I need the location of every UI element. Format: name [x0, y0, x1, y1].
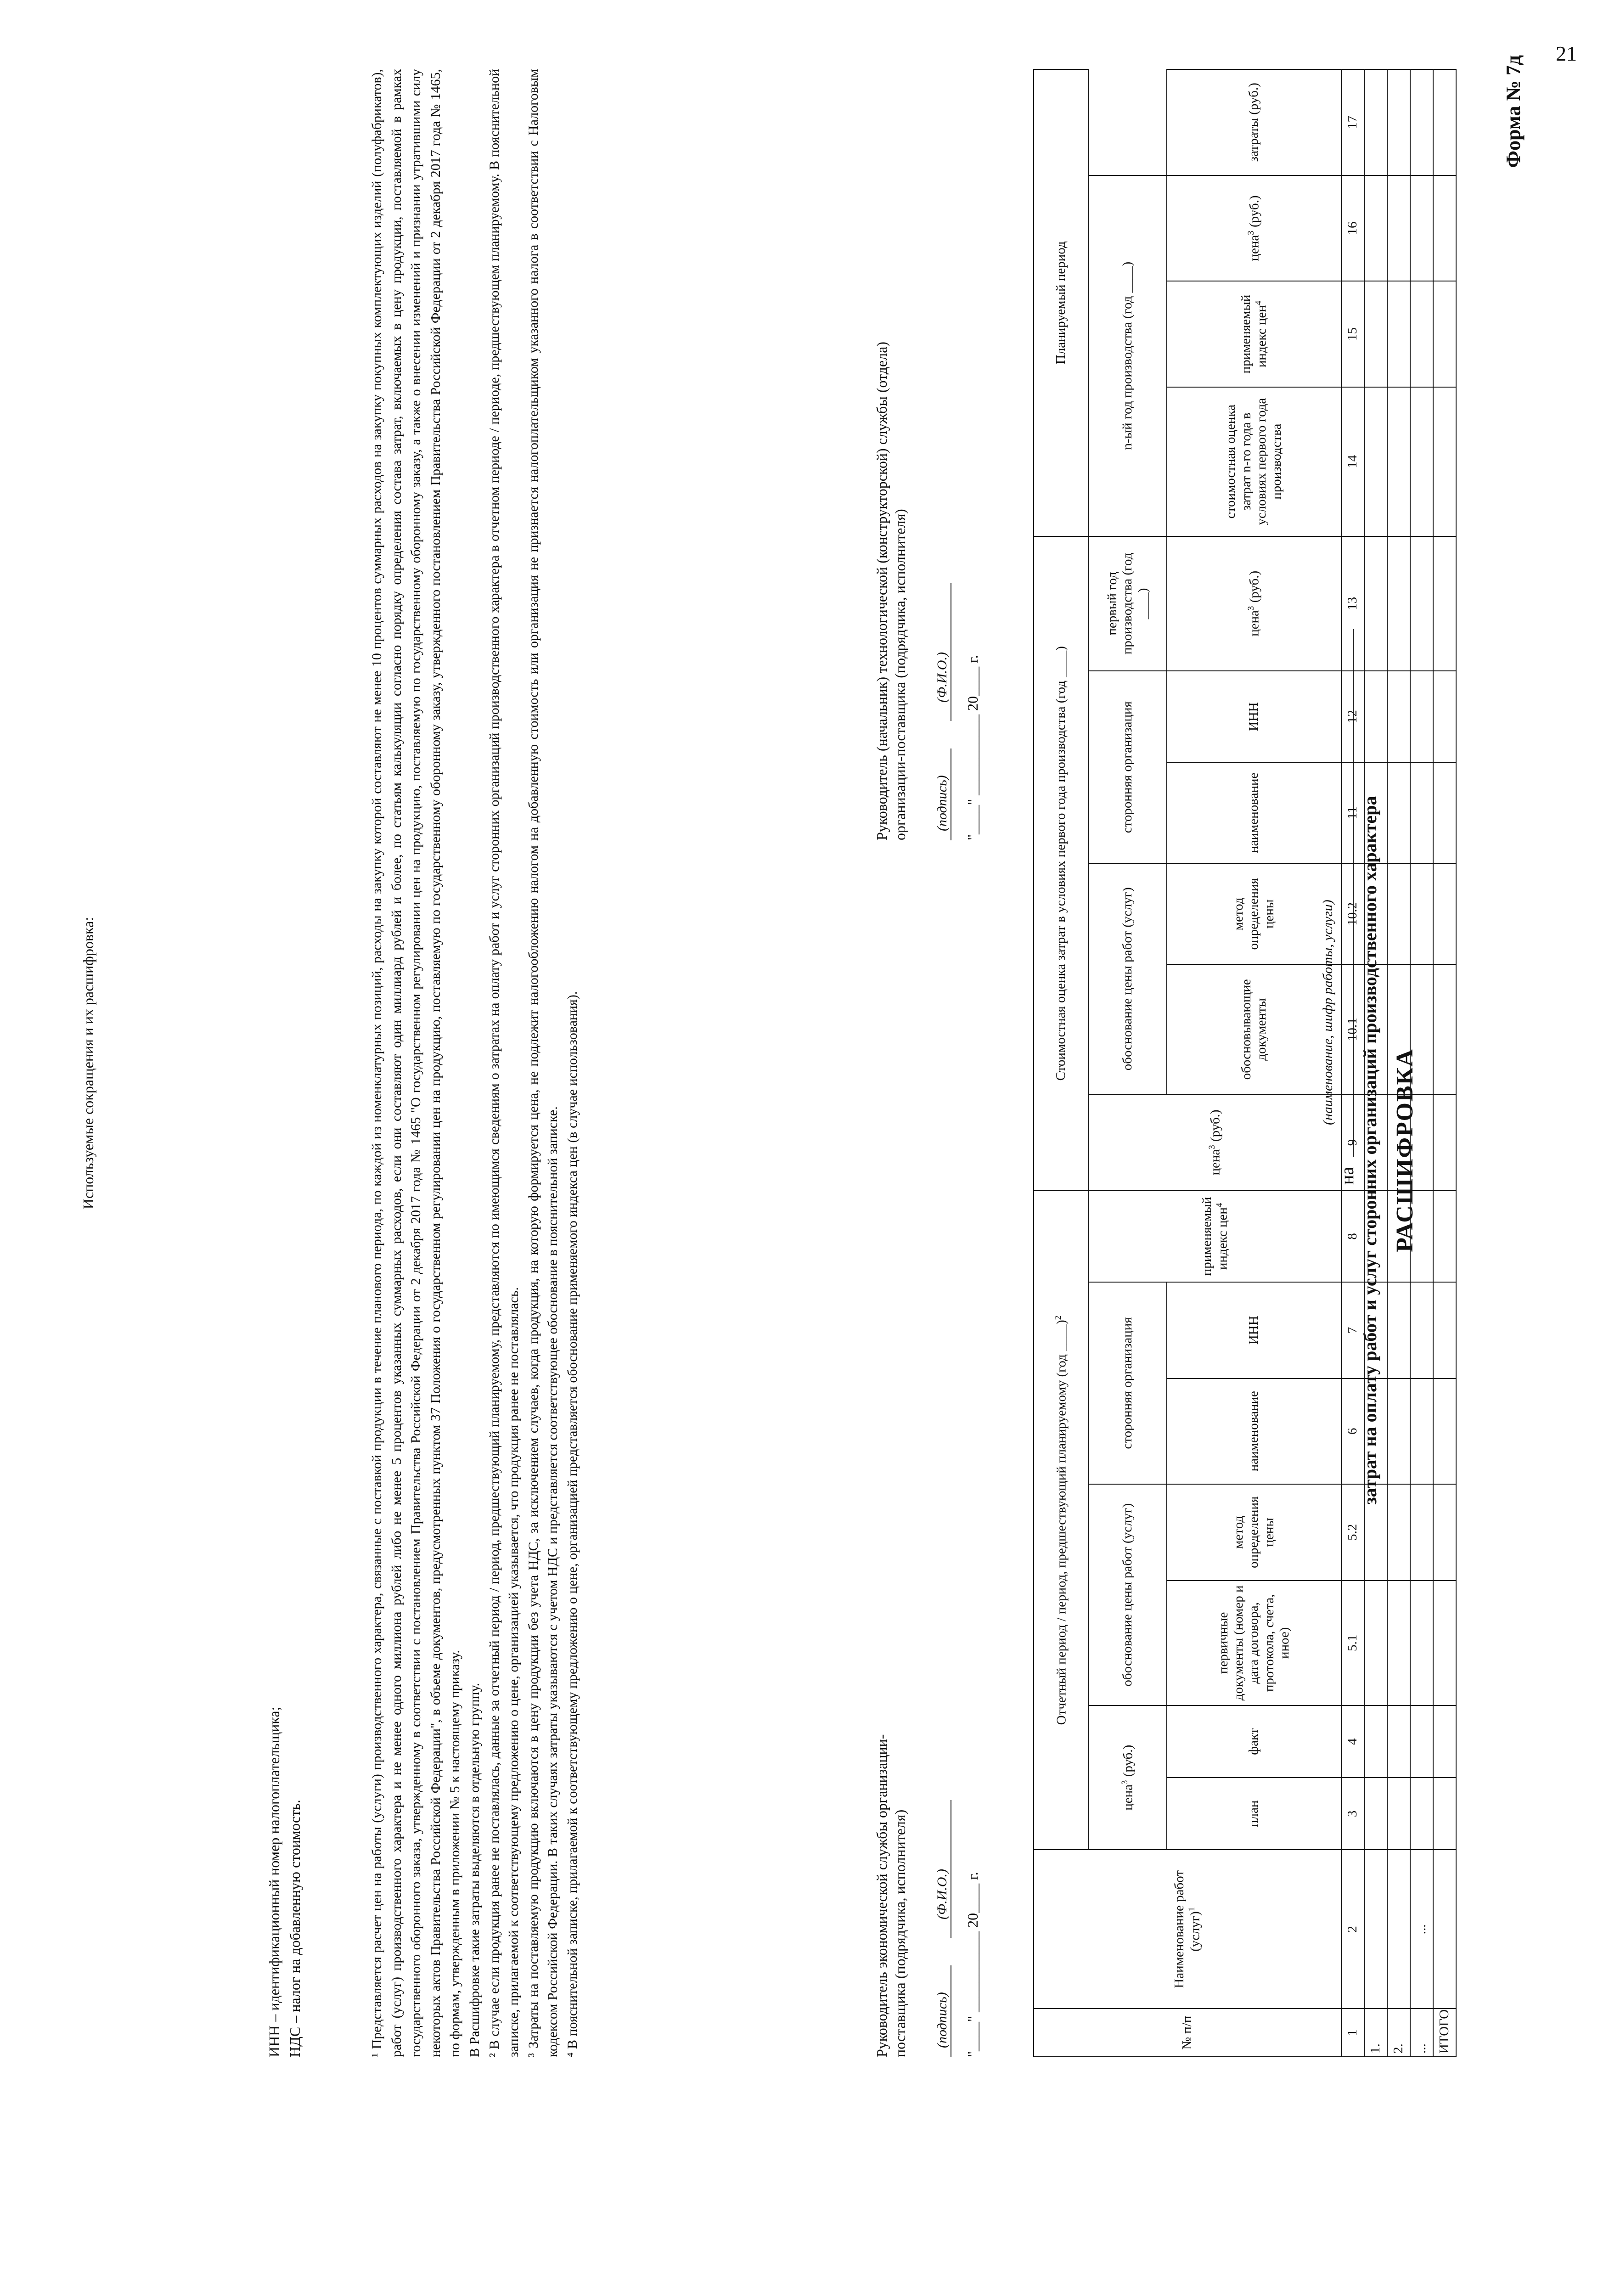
col-number: 6	[1341, 1379, 1364, 1485]
header-price-nth: цена$^3$ (руб.)	[1167, 175, 1341, 281]
col-number: 11	[1341, 762, 1364, 863]
col-number: 4	[1341, 1705, 1364, 1778]
col-number: 9	[1341, 1094, 1364, 1191]
header-planned-period: Планируемый период	[1034, 69, 1089, 536]
table-row	[1387, 69, 1410, 2057]
header-inn: ИНН	[1167, 1282, 1341, 1379]
table-row	[1364, 69, 1387, 2057]
col-number: 5.1	[1341, 1581, 1364, 1705]
document-subtitle: затрат на оплату работ и услуг сторонних организаций производственного характера	[1360, 796, 1380, 1505]
header-cost-first-year: Стоимостная оценка затрат в условиях первого года производства (год ____)	[1034, 536, 1089, 1191]
page-number: 21	[1556, 42, 1577, 65]
header-third-party-2: сторонняя организация	[1089, 671, 1167, 863]
col-number: 5.2	[1341, 1484, 1364, 1581]
header-costs: затраты (руб.)	[1167, 69, 1341, 175]
footnote-1: ¹ Представляется расчет цен на работы (услуги) производственного характера, связанные с поставкой продукции в течение планового периода, по каждой из номенклатурных позиций, расходы на закупку которой составляют не менее 10 процентов суммарных расходов на закупку покупных комплектующих изделий (полуфабрикатов), работ (услуг) производственного характера и не менее одного миллиона рублей либо не менее 5 процентов указанных суммарных расходов, если они составляют один миллиард рублей и более, по статьям калькуляции согласно порядку определения состава затрат, включаемых в цену продукции, поставляемой в рамках государственного оборонного заказа, утвержденному в соответствии с постановлением Правительства Российской Федерации от 2 декабря 2017 года № 1465 "О государственном регулировании цен на продукцию, поставляемую по государственному оборонному заказу, а также о внесении изменений и признании утратившими силу некоторых актов Правительства Российской Федерации", в объеме документов, предусмотренных пунктом 37 Положения о государственном регулировании цен на продукцию, поставляемую по государственному оборонному заказу, утвержденного постановлением Правительства Российской Федерации от 2 декабря 2017 года № 1465, по формам, утвержденным в приложении № 5 к настоящему приказу.	[369, 69, 463, 2057]
header-method-2: метод определения цены	[1167, 863, 1341, 964]
row-label: ...	[1410, 2009, 1433, 2057]
signatures-block	[872, 69, 1019, 2057]
header-org-name-2: наименование	[1167, 762, 1341, 863]
header-first-year: первый год производства (год ____)	[1089, 536, 1167, 671]
col-number: 14	[1341, 387, 1364, 536]
col-number: 1	[1341, 2009, 1364, 2057]
signature-date: "____" ___________ 20____ г.	[964, 1872, 981, 2057]
header-method: метод определения цены	[1167, 1484, 1341, 1581]
header-inn-2: ИНН	[1167, 671, 1341, 762]
form-label: Форма № 7д	[1502, 55, 1525, 168]
cost-breakdown-table	[1033, 69, 1457, 2057]
col-number: 2	[1341, 1850, 1364, 2009]
header-third-party: сторонняя организация	[1089, 1282, 1167, 1484]
header-justification: обоснование цены работ (услуг)	[1089, 1484, 1167, 1705]
col-number: 7	[1341, 1282, 1364, 1379]
col-number: 10.2	[1341, 863, 1364, 964]
header-org-name: наименование	[1167, 1379, 1341, 1485]
signature-title: Руководитель экономической службы организации-поставщика (подрядчика, исполнителя)	[873, 1734, 908, 2057]
footnote-3: ³ Затраты на поставляемую продукцию включаются в цену продукции без учета НДС, за исключением случаев, когда продукция, на которую формируется цена, не подлежит налогообложению налогом на добавленную стоимость или организация не признается налогоплательщиком указанного налога в соответствии с Налоговым кодексом Российской Федерации. В таких случаях затраты указываются с учетом НДС и представляется соответствующее обоснование в пояснительной записке.	[525, 69, 561, 2057]
na-prefix: на	[1337, 1166, 1357, 1185]
abbreviations-block	[78, 69, 305, 2057]
sign-caption: (подпись)	[934, 775, 950, 831]
table-row	[1410, 69, 1433, 2057]
col-number: 13	[1341, 536, 1364, 671]
abbreviations-heading: Используемые сокращения и их расшифровка:	[80, 917, 96, 1210]
header-name: Наименование работ (услуг)$^1$	[1034, 1850, 1341, 2009]
document-title: РАСШИФРОВКА	[1392, 1048, 1418, 1252]
col-number: 16	[1341, 175, 1364, 281]
table-row-total	[1433, 69, 1456, 2057]
fio-caption: (Ф.И.О.)	[934, 1869, 950, 1919]
header-index-nth: применяемый индекс цен$^4$	[1167, 281, 1341, 387]
signature-technological	[872, 335, 1019, 840]
signature-economic	[872, 1681, 1019, 2057]
footnote-1-addendum: В Расшифровке такие затраты выделяются в отдельную группу.	[467, 1683, 482, 2057]
header-justification-2: обоснование цены работ (услуг)	[1089, 863, 1167, 1094]
header-no: № п/п	[1034, 2009, 1341, 2057]
fio-caption: (Ф.И.О.)	[934, 652, 950, 703]
header-reporting-period: Отчетный период / период, предшествующий планируемому (год ____)$^2$	[1034, 1191, 1089, 1850]
footnote-2: ² В случае если продукция ранее не поставлялась, данные за отчетный период / период, предшествующий планируемому, представляются по имеющимся сведениям о затратах на оплату работ и услуг сторонних организаций производственного характера в отчетном периоде / периоде, предшествующем планируемому. В пояснительной записке, прилагаемой к соответствующему предложению о цене, организацией указывается, что продукция ранее не поставлялась.	[486, 69, 522, 2057]
abbreviation-item: НДС – налог на добавленную стоимость.	[286, 1800, 303, 2057]
row-label: 2.	[1387, 2009, 1410, 2057]
signature-date: "____" ___________ 20____ г.	[964, 655, 981, 840]
header-price-rub: цена$^3$ (руб.)	[1089, 1094, 1341, 1191]
na-hint: (наименование, шифр работы, услуги)	[1320, 900, 1335, 1125]
row-name: ...	[1410, 1850, 1433, 2009]
abbreviation-item: ИНН – идентификационный номер налогоплательщика;	[265, 1706, 282, 2057]
sign-caption: (подпись)	[934, 1992, 950, 2048]
col-number: 10.1	[1341, 964, 1364, 1094]
col-number: 15	[1341, 281, 1364, 387]
header-first-year-price: цена$^3$ (руб.)	[1167, 536, 1341, 671]
header-index: применяемый индекс цен$^4$	[1089, 1191, 1341, 1282]
footnotes	[367, 69, 583, 2057]
header-nth-year: n-ый год производства (год ____)	[1089, 175, 1167, 536]
col-number: 17	[1341, 69, 1364, 175]
rotated-page	[37, 37, 1589, 2264]
header-fact: факт	[1167, 1705, 1341, 1778]
footnote-4: ⁴ В пояснительной записке, прилагаемой к соответствующему предложению о цене, организацией представляется обоснование применяемого индекса цен (в случае использования).	[564, 991, 580, 2057]
col-number: 8	[1341, 1191, 1364, 1282]
col-number: 3	[1341, 1778, 1364, 1850]
header-price: цена$^3$ (руб.)	[1089, 1705, 1167, 1850]
header-cost-nth: стоимостная оценка затрат n-го года в условиях первого года производства	[1167, 387, 1341, 536]
row-label: 1.	[1364, 2009, 1387, 2057]
row-label-total: ИТОГО	[1433, 2009, 1456, 2057]
signature-title: Руководитель (начальник) технологической (конструкторской) службы (отдела) организации-поставщика (подрядчика, исполнителя)	[873, 342, 908, 840]
header-plan: план	[1167, 1778, 1341, 1850]
header-primary-docs: первичные документы (номер и дата договора, протокола, счета, иное)	[1167, 1581, 1341, 1705]
col-number: 12	[1341, 671, 1364, 762]
header-justif-docs: обосновывающие документы	[1167, 964, 1341, 1094]
